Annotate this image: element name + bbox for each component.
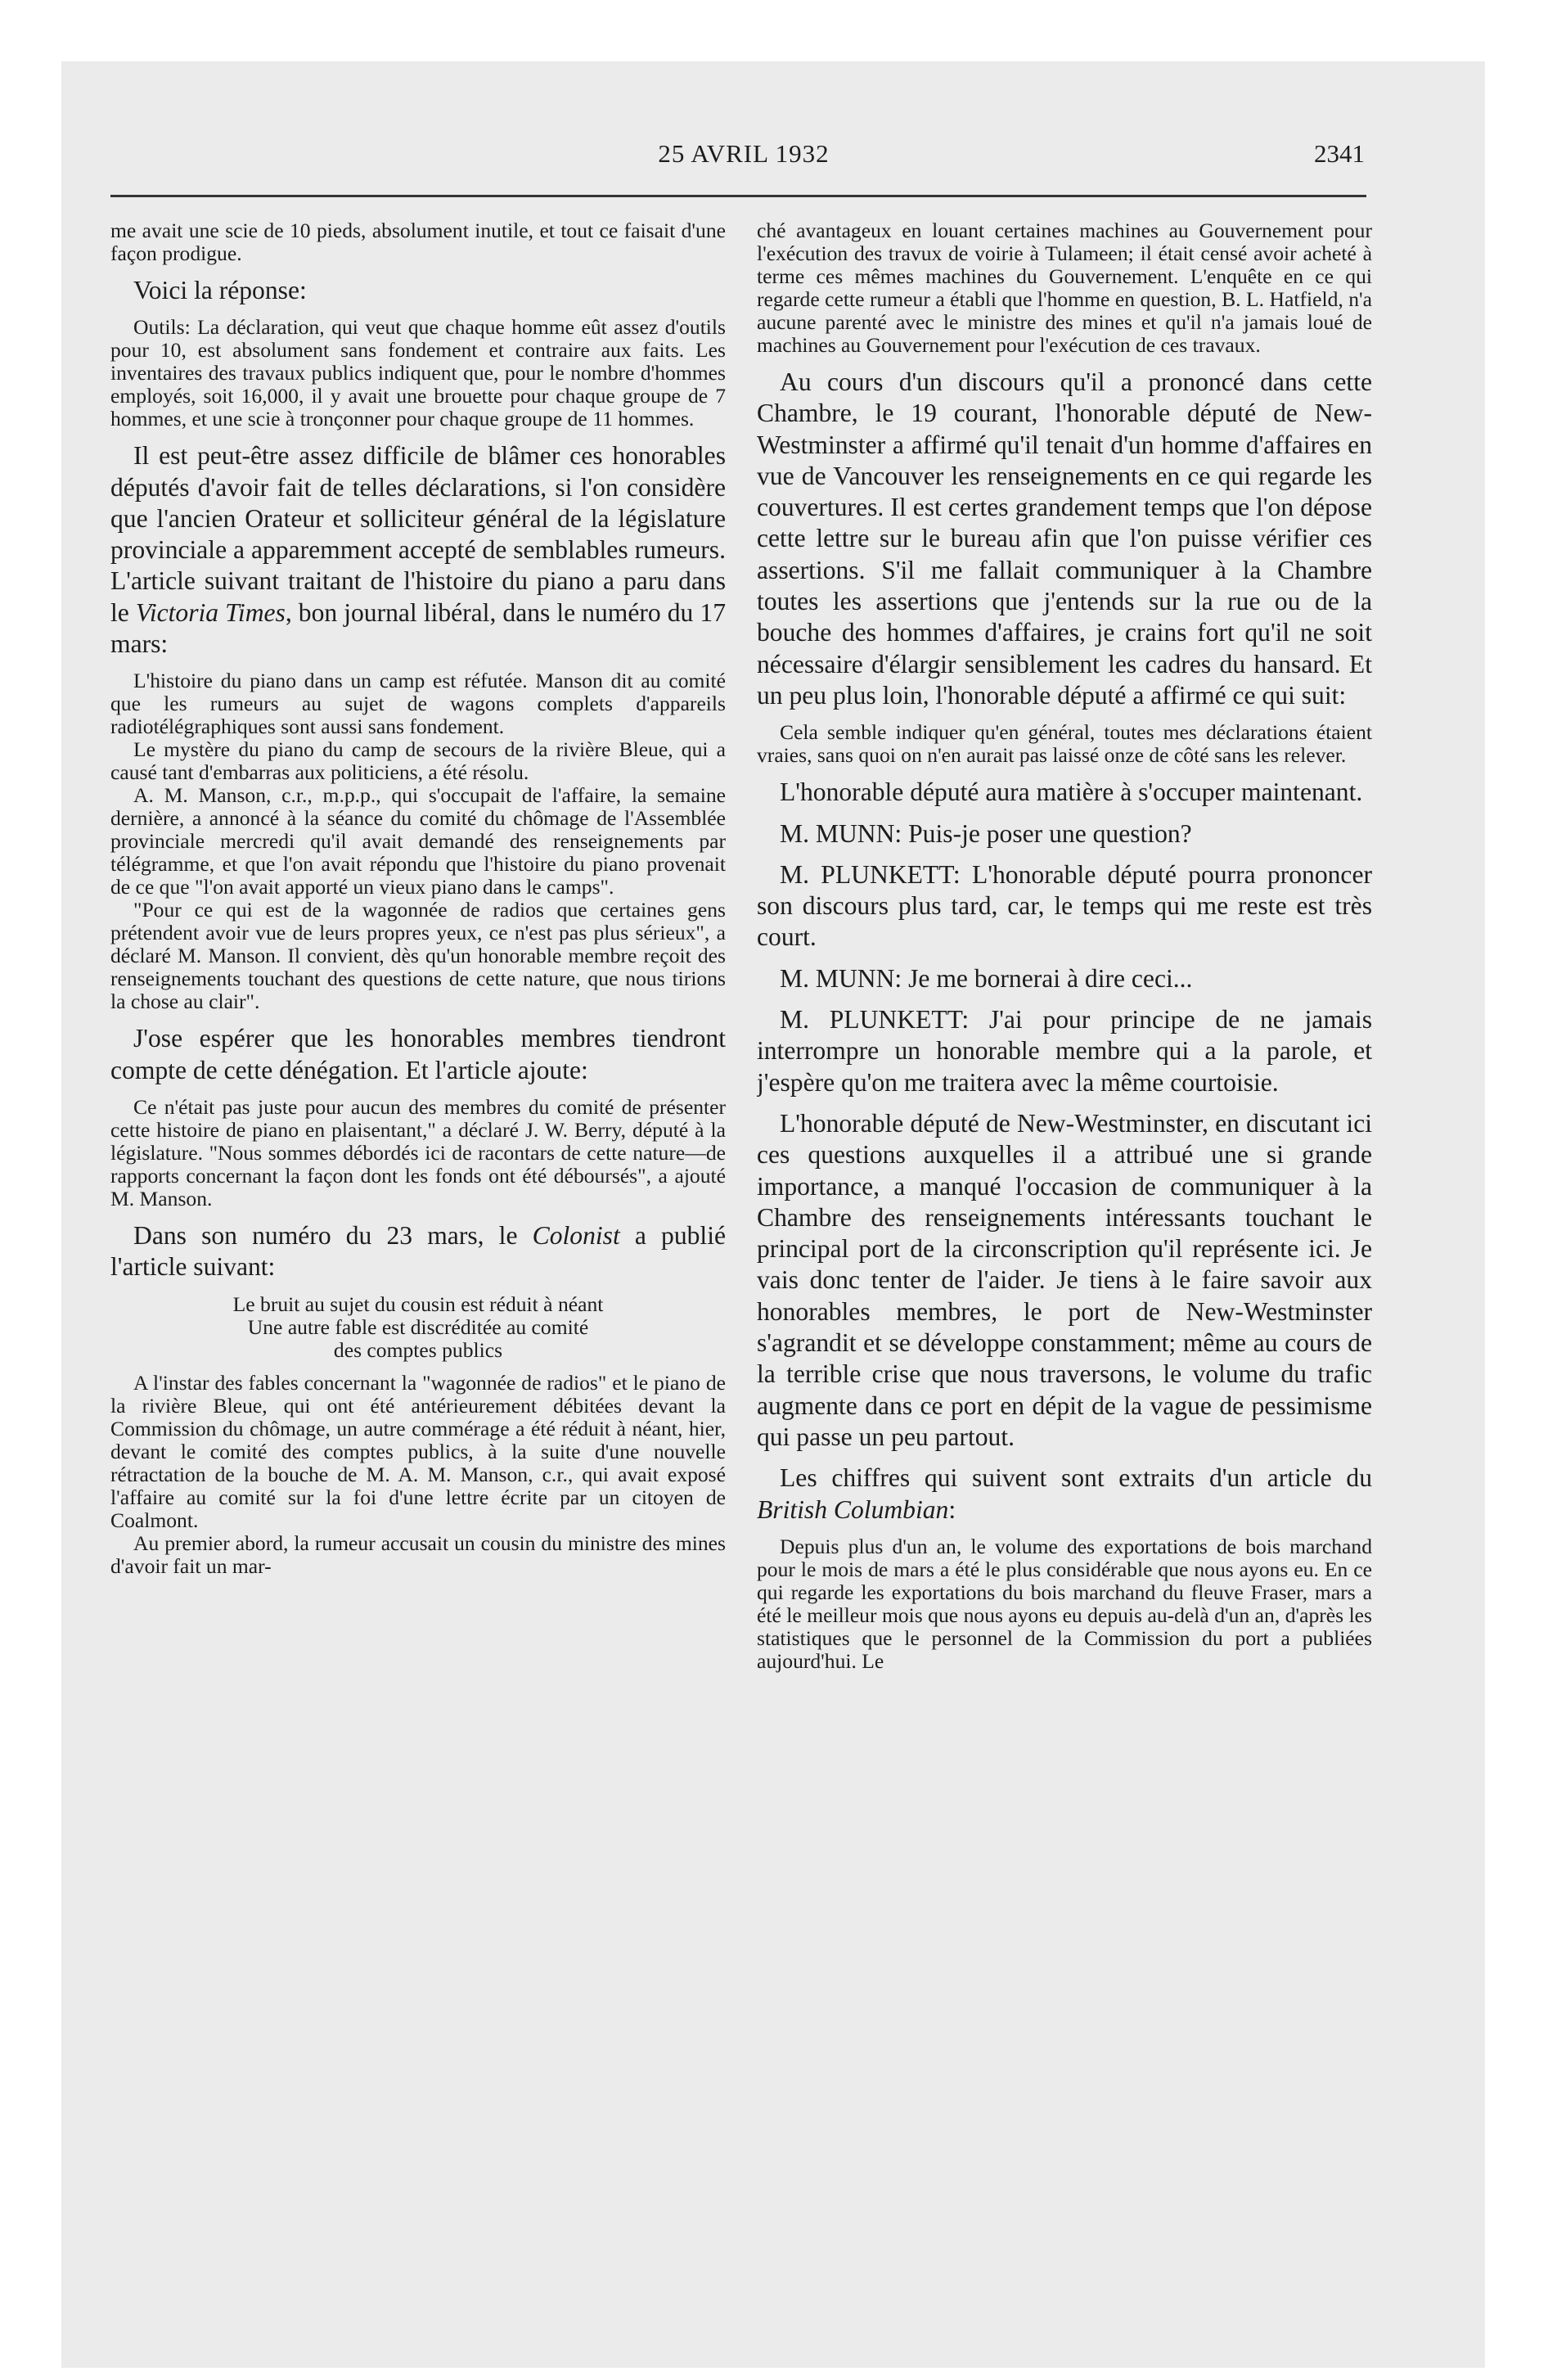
right-column bbox=[757, 219, 1372, 2200]
text-span: a publié l'article suivant: bbox=[110, 1220, 726, 1282]
text-span: Les chiffres qui suivent sont extraits d'un article du bbox=[780, 1463, 1372, 1493]
paragraph: M. PLUNKETT: L'honorable député pourra prononcer son discours plus tard, car, le temps qui me reste est très court. bbox=[757, 859, 1372, 952]
left-column bbox=[110, 219, 726, 2200]
page-number: 2341 bbox=[1314, 139, 1365, 168]
text-span: , bon journal libéral, dans le numéro du 17 mars: bbox=[110, 597, 726, 659]
paragraph: M. PLUNKETT: J'ai pour principe de ne jamais interrompre un honorable membre qui a la parole, et j'espère qu'on me traitera avec la même courtoisie. bbox=[757, 1005, 1372, 1097]
newspaper-title: Colonist bbox=[532, 1220, 620, 1250]
quote-paragraph: A. M. Manson, c.r., m.p.p., qui s'occupait de l'affaire, la semaine dernière, a annoncé à la séance du comité du chômage de l'Assemblée provinciale mercredi qu'il avait demandé des renseignements par télégramme, et que l'on avait répondu que l'histoire du piano provenait de ce que "l'on avait apporté un vieux piano dans le camps". bbox=[110, 783, 726, 899]
quote-paragraph: "Pour ce qui est de la wagonnée de radios que certaines gens prétendent avoir vue de leurs propres yeux, ce n'est pas plus sérieux", a déclaré M. Manson. Il convient, dès qu'un honorable membre reçoit des renseignements touchant des questions de cette nature, que nous tirions la chose au clair". bbox=[110, 898, 726, 1014]
paragraph: J'ose espérer que les honorables membres tiendront compte de cette dénégation. Et l'article ajoute: bbox=[110, 1024, 726, 1084]
paragraph bbox=[110, 1220, 726, 1283]
paragraph: M. MUNN: Je me bornerai à dire ceci... bbox=[780, 963, 1193, 993]
quote-paragraph: Au premier abord, la rumeur accusait un cousin du ministre des mines d'avoir fait un mar- bbox=[110, 1530, 726, 1578]
text-span: Dans son numéro du 23 mars, le bbox=[133, 1220, 533, 1250]
paragraph: Voici la réponse: bbox=[133, 276, 307, 304]
quote-paragraph: Le mystère du piano du camp de secours de la rivière Bleue, qui a causé tant d'embarras aux politiciens, a été résolu. bbox=[110, 737, 726, 785]
quote-paragraph: A l'instar des fables concernant la "wagonnée de radios" et le piano de la rivière Bleue, qui ont été antérieurement débitées devant la Commission du chômage, un autre commérage a été réduit à néant, hier, devant le comité des comptes publics, à la suite d'une nouvelle rétractation de la bouche de M. A. M. Manson, c.r., qui avait exposé l'affaire au comité sur la foi d'une lettre écrite par un citoyen de Coalmont. bbox=[110, 1370, 726, 1532]
quote-paragraph: Depuis plus d'un an, le volume des exportations de bois marchand pour le mois de mars a été le plus considérable que nous ayons eu. En ce qui regarde les exportations du bois marchand du fleuve Fraser, mars a été le meilleur mois que nous ayons eu depuis au-delà d'un an, d'après les statistiques que le personnel de la Commission du port a publiées aujourd'hui. Le bbox=[757, 1534, 1372, 1673]
paragraph bbox=[757, 1463, 1372, 1526]
quote-paragraph: Cela semble indiquer qu'en général, toutes mes déclarations étaient vraies, sans quoi on n'en aurait pas laissé onze de côté sans les relever. bbox=[757, 720, 1372, 768]
article-headline: Le bruit au sujet du cousin est réduit à néant bbox=[232, 1291, 604, 1316]
article-headline: Une autre fable est discréditée au comité bbox=[247, 1314, 589, 1339]
text-span: Il est peut-être assez difficile de blâmer ces honorables députés d'avoir fait de telles déclarations, si l'on considère que l'ancien Orateur et solliciteur général de la législature provinciale a apparemment accepté de semblables rumeurs. L'article suivant traitant de l'histoire du piano a paru dans le bbox=[110, 441, 726, 627]
quote-paragraph: Ce n'était pas juste pour aucun des membres du comité de présenter cette histoire de piano en plaisentant," a déclaré J. W. Berry, député à la législature. "Nous sommes débordés ici de racontars de cette nature—de rapports concernant la façon dont les fonds ont été déboursés", a ajouté M. Manson. bbox=[110, 1094, 726, 1210]
text-span: : bbox=[948, 1494, 956, 1524]
paragraph: Au cours d'un discours qu'il a prononcé dans cette Chambre, le 19 courant, l'honorable député de New-Westminster a affirmé qu'il tenait d'un homme d'affaires en vue de Vancouver les renseignements en ce qui regarde les couvertures. Il est certes grandement temps que l'on dépose cette lettre sur le bureau afin que l'on puisse vérifier ces assertions. S'il me fallait communiquer à la Chambre toutes les assertions que j'entends sur la rue ou de la bouche des hommes d'affaires, je crains fort qu'il ne soit nécessaire d'élargir sensiblement les cadres du hansard. Et un peu plus loin, l'honorable député a affirmé ce qui suit: bbox=[757, 367, 1372, 710]
page-date: 25 AVRIL 1932 bbox=[658, 139, 830, 168]
paragraph: L'honorable député aura matière à s'occuper maintenant. bbox=[780, 778, 1363, 807]
page-header bbox=[123, 139, 1365, 178]
paragraph bbox=[110, 440, 726, 660]
quote-paragraph: Outils: La déclaration, qui veut que chaque homme eût assez d'outils pour 10, est absolument sans fondement et contraire aux faits. Les inventaires des travaux publics indiquent que, pour le nombre d'hommes employés, soit 16,000, il y avait une brouette pour chaque groupe de 7 hommes, et une scie à tronçonner pour chaque groupe de 11 hommes. bbox=[110, 315, 726, 431]
paragraph: L'honorable député de New-Westminster, en discutant ici ces questions auxquelles il a attribué une si grande importance, a manqué l'occasion de communiquer à la Chambre des renseignements intéressants touchant le principal port de la circonscription qu'il représente ici. Je vais donc tenter de l'aider. Je tiens à le faire savoir aux honorables membres, le port de New-Westminster s'agrandit et se développe constamment; même au cours de la terrible crise que nous traversons, le volume du trafic augmente dans ce port en dépit de la vague de pessimisme qui passe un peu partout. bbox=[757, 1108, 1372, 1451]
header-rule bbox=[110, 195, 1366, 197]
newspaper-title: Victoria Times bbox=[135, 597, 286, 627]
quote-paragraph: L'histoire du piano dans un camp est réfutée. Manson dit au comité que les rumeurs au sujet de wagons complets d'appareils radiotélégraphiques sont aussi sans fondement. bbox=[110, 669, 726, 739]
paragraph: M. MUNN: Puis-je poser une question? bbox=[780, 818, 1192, 848]
article-headline: des comptes publics bbox=[333, 1337, 503, 1362]
quote-paragraph: ché avantageux en louant certaines machines au Gouvernement pour l'exécution des travux de voirie à Tulameen; il était censé avoir acheté à terme ces mêmes machines du Gouvernement. L'enquête en ce qui regarde cette rumeur a établi que l'homme en question, B. L. Hatfield, n'a aucune parenté avec le ministre des mines et qu'il n'a jamais loué de machines au Gouvernement pour l'exécution de ces travaux. bbox=[757, 219, 1372, 357]
paragraph: me avait une scie de 10 pieds, absolument inutile, et tout ce faisait d'une façon prodigue. bbox=[110, 219, 726, 265]
newspaper-title: British Columbian bbox=[757, 1494, 949, 1524]
